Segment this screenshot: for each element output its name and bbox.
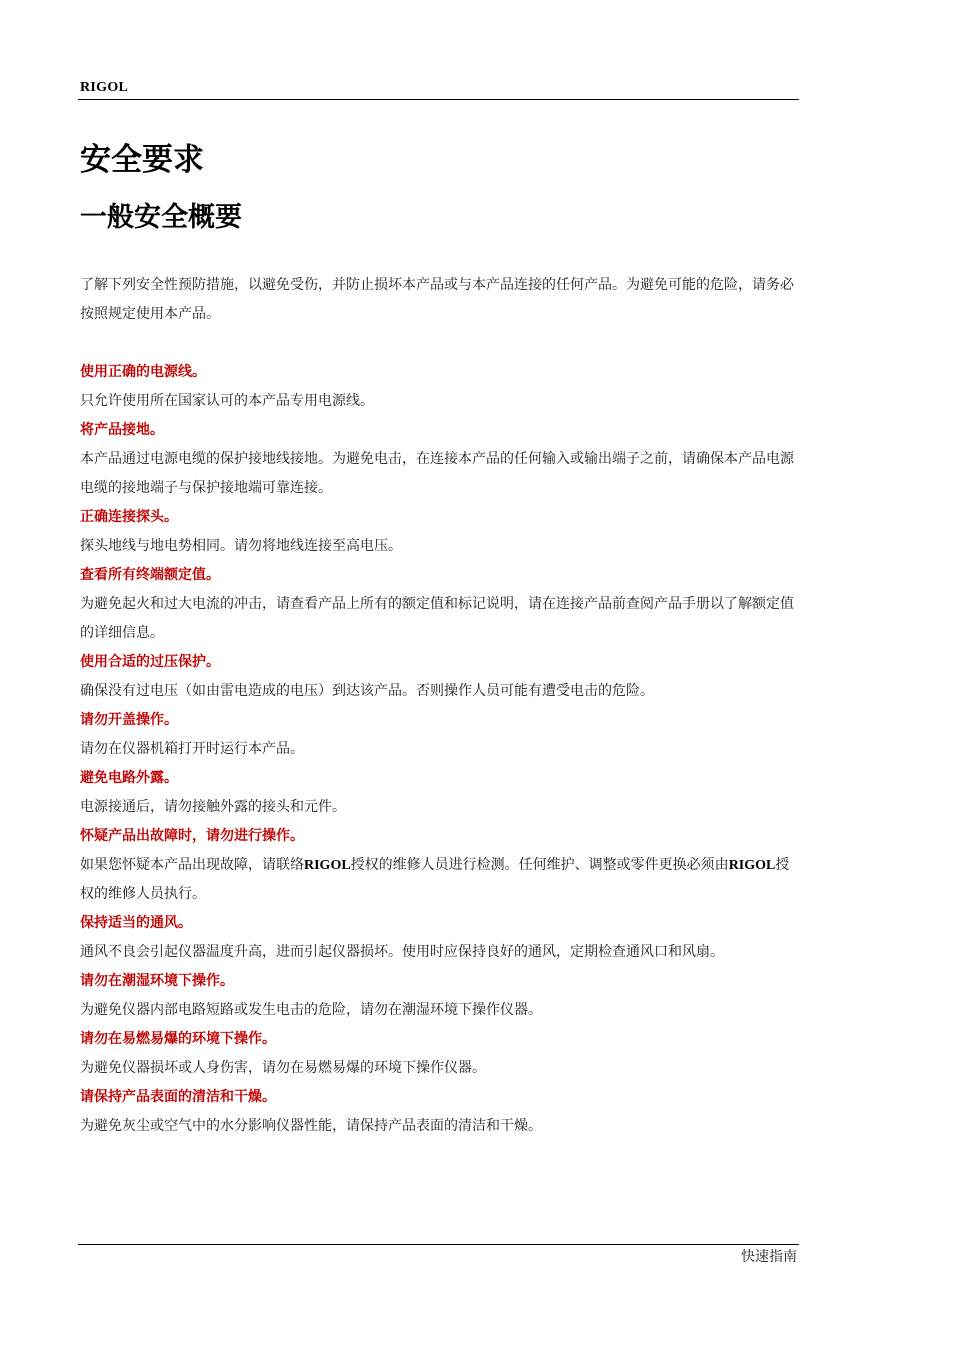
safety-items	[80, 358, 800, 1141]
safety-item	[80, 416, 800, 503]
item-body-text: 授权的维修人员进行检测。任何维护、调整或零件更换必须由	[350, 857, 729, 873]
footer-text: 快速指南	[741, 1249, 797, 1265]
safety-item	[80, 909, 800, 967]
item-heading: 请勿开盖操作。	[80, 712, 178, 728]
item-heading: 避免电路外露。	[80, 770, 178, 786]
item-body: 请勿在仪器机箱打开时运行本产品。	[80, 741, 304, 757]
item-body: 为避免仪器损坏或人身伤害，请勿在易燃易爆的环境下操作仪器。	[80, 1060, 486, 1076]
safety-item	[80, 561, 800, 648]
header-brand: RIGOL	[80, 80, 129, 95]
item-heading: 正确连接探头。	[80, 509, 178, 525]
item-body: 通风不良会引起仪器温度升高，进而引起仪器损坏。使用时应保持良好的通风，定期检查通风口和风扇。	[80, 944, 724, 960]
section-title: 一般安全概要	[80, 202, 242, 233]
safety-item	[80, 1025, 800, 1083]
item-body-text: 如果您怀疑本产品出现故障，请联络	[80, 857, 304, 873]
item-heading: 使用正确的电源线。	[80, 364, 206, 380]
item-body: 为避免灰尘或空气中的水分影响仪器性能，请保持产品表面的清洁和干燥。	[80, 1118, 542, 1134]
safety-item	[80, 503, 800, 561]
item-body: 电源接通后，请勿接触外露的接头和元件。	[80, 799, 346, 815]
safety-item	[80, 648, 800, 706]
safety-item	[80, 1083, 800, 1141]
item-body: 只允许使用所在国家认可的本产品专用电源线。	[80, 393, 374, 409]
item-body	[80, 851, 800, 909]
safety-item	[80, 764, 800, 822]
safety-item	[80, 967, 800, 1025]
item-heading: 查看所有终端额定值。	[80, 567, 220, 583]
item-heading: 怀疑产品出故障时，请勿进行操作。	[80, 828, 304, 844]
safety-item	[80, 358, 800, 416]
item-body: 为避免仪器内部电路短路或发生电击的危险，请勿在潮湿环境下操作仪器。	[80, 1002, 542, 1018]
item-body: 本产品通过电源电缆的保护接地线接地。为避免电击，在连接本产品的任何输入或输出端子之前，请确保本产品电源电缆的接地端子与保护接地端可靠连接。	[80, 451, 794, 496]
item-heading: 请保持产品表面的清洁和干燥。	[80, 1089, 276, 1105]
item-heading: 请勿在易燃易爆的环境下操作。	[80, 1031, 276, 1047]
header-rule	[78, 99, 799, 100]
brand-inline: RIGOL	[304, 858, 351, 873]
item-body: 探头地线与地电势相同。请勿将地线连接至高电压。	[80, 538, 402, 554]
intro-paragraph: 了解下列安全性预防措施，以避免受伤，并防止损坏本产品或与本产品连接的任何产品。为避免可能的危险，请务必按照规定使用本产品。	[80, 277, 794, 322]
footer-rule	[78, 1244, 799, 1245]
item-body: 为避免起火和过大电流的冲击，请查看产品上所有的额定值和标记说明，请在连接产品前查阅产品手册以了解额定值的详细信息。	[80, 596, 794, 641]
item-heading: 请勿在潮湿环境下操作。	[80, 973, 234, 989]
item-heading: 使用合适的过压保护。	[80, 654, 220, 670]
brand-inline: RIGOL	[728, 858, 776, 873]
item-heading: 将产品接地。	[80, 422, 164, 438]
safety-item	[80, 822, 800, 909]
item-body-text: 授权的维修人员执行。	[80, 857, 790, 902]
item-heading: 保持适当的通风。	[80, 915, 192, 931]
safety-item	[80, 706, 800, 764]
item-body: 确保没有过电压（如由雷电造成的电压）到达该产品。否则操作人员可能有遭受电击的危险。	[80, 683, 654, 699]
page-title: 安全要求	[80, 142, 204, 178]
